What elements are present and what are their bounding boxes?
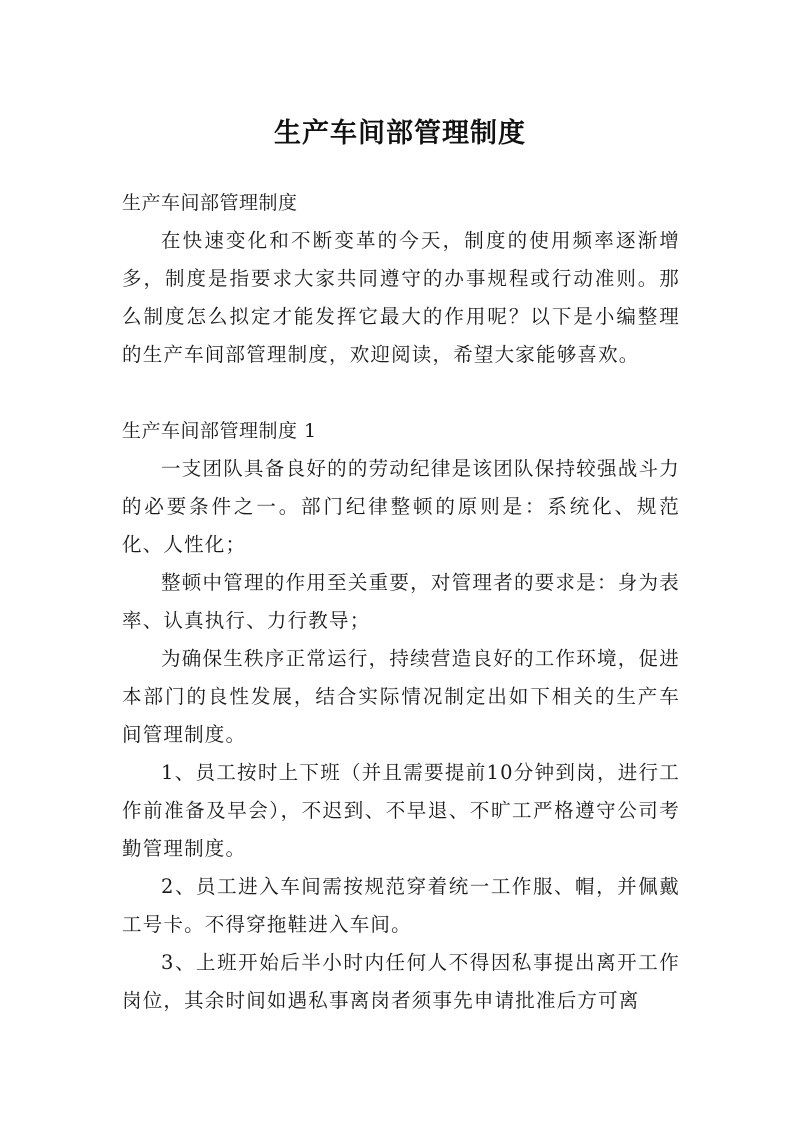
intro-paragraph: 在快速变化和不断变革的今天，制度的使用频率逐渐增多，制度是指要求大家共同遵守的办事规程或行动准则。那么制度怎么拟定才能发挥它最大的作用呢？以下是小编整理的生产车间部管理制度，欢迎阅读，希望大家能够喜欢。 bbox=[122, 229, 680, 366]
section-1-paragraph-2: 整顿中管理的作用至关重要，对管理者的要求是：身为表率、认真执行、力行教导； bbox=[122, 571, 680, 632]
intro-heading: 生产车间部管理制度 bbox=[122, 192, 298, 214]
rule-item-1: 1、员工按时上下班（并且需要提前10分钟到岗，进行工作前准备及早会），不迟到、不早退、不旷工严格遵守公司考勤管理制度。 bbox=[122, 761, 680, 860]
document-body bbox=[122, 184, 680, 1020]
section-spacer bbox=[122, 374, 680, 412]
section-1-paragraph-3: 为确保生秩序正常运行，持续营造良好的工作环境，促进本部门的良性发展，结合实际情况制定出如下相关的生产车间管理制度。 bbox=[122, 647, 680, 746]
section-1-paragraph-1: 一支团队具备良好的的劳动纪律是该团队保持较强战斗力的必要条件之一。部门纪律整顿的原则是：系统化、规范化、人性化； bbox=[122, 457, 680, 556]
section-1-heading: 生产车间部管理制度 1 bbox=[122, 420, 317, 442]
document-title: 生产车间部管理制度 bbox=[274, 118, 526, 150]
rule-item-3: 3、上班开始后半小时内任何人不得因私事提出离开工作岗位，其余时间如遇私事离岗者须事先申请批准后方可离 bbox=[122, 951, 680, 1012]
rule-item-2: 2、员工进入车间需按规范穿着统一工作服、帽，并佩戴工号卡。不得穿拖鞋进入车间。 bbox=[122, 875, 680, 936]
